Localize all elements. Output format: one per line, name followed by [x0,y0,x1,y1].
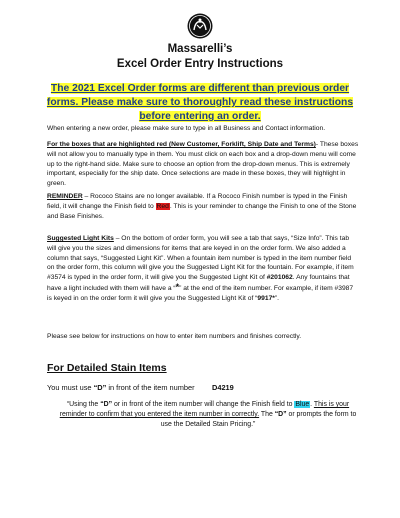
light-kits-text: – On the bottom of order form, you will see a tab that says, “Size Info”. This tab will give you the sizes and dimensions for items that are keyed in on the order form. We also added a column that says, “Suggested Light Kit”. When a fountain item number is typed in the item number field on the order form, this column will give you the Suggested Light Kit for the fountain. For example, if item #3574 is typed in the order form, it will give you the Suggested Light Kit of [47,235,354,282]
quote-text-end: or prompts the form to use the Detailed Stain Pricing.” [160,411,357,428]
see-below-paragraph: Please see below for instructions on how to enter item numbers and finishes correctly. [47,333,302,340]
stain-usage-line [47,383,359,393]
light-kits-paragraph [47,234,359,304]
quote-prefix-letter: “D” [100,401,113,408]
intro-paragraph: When entering a new order, please make sure to type in all Business and Contact information. [47,125,326,132]
quote-text-2: or in front of the item number will change the Finish field to [112,401,295,408]
red-boxes-body: - These boxes will not allow you to manually type in them. You must click on each box and a drop-down menu will come up to the right-hand side. Make sure to choose an option from the drop-down menus. This is extremely important, especially for the ship date. Once selections are made in these boxes, they will highlight in green. [47,141,359,188]
logo-wrap [0,13,400,39]
stain-usage-text-end: in front of the item number [106,383,195,392]
quote-sep: . [310,401,314,408]
red-boxes-lead: For the boxes that are highlighted red (New Customer, Forklift, Ship Date and Terms) [47,141,316,148]
light-kit-example-2: 9917* [257,294,275,302]
reminder-text-end: . This is your reminder to change the Finish to one of the Stone and Base Finishes. [47,202,357,220]
red-finish-highlight: Red [156,202,169,210]
light-kits-lead: Suggested Light Kits [47,235,114,242]
light-kits-text-2: . Any fountains that have a light included with them will have a “ [47,274,350,292]
stain-example-code: D4219 [212,383,234,392]
warning-banner [40,82,360,124]
blue-finish-highlight: Blue [295,401,310,408]
stain-usage-text: You must use [47,383,94,392]
light-kits-text-4: ”. [274,294,279,302]
light-kit-example-1: #201062 [266,274,293,282]
document-title: Excel Order Entry Instructions [116,58,284,70]
reminder-paragraph [47,192,359,221]
quote-underlined-reminder: This is your reminder to confirm that you entered the item number in correctly. [59,401,350,418]
quote-sep-2: The [259,411,275,418]
banner-text: The 2021 Excel Order forms are different than previous order forms. Please make sure to thoroughly read these instructions before entering an order. [46,83,354,122]
stain-section-heading: For Detailed Stain Items [47,362,167,374]
quote-text: “Using the [66,401,101,408]
red-boxes-paragraph [47,140,359,189]
reminder-lead: REMINDER [47,193,83,200]
stain-prefix-letter: “D” [93,383,107,392]
reminder-text: – Rococo Stains are no longer available. If a Rococo Finish number is typed in the Finish field, it will change the Finish field to [47,193,348,210]
company-name: Massarelli’s [167,43,233,55]
light-kits-text-3: ” at the end of the item number. For example, if item #3987 is keyed in on the order form it will give you the Suggested Light Kit of “ [47,284,354,302]
light-included-mark: * [175,281,180,292]
stain-explanation-quote [58,400,358,430]
massarellis-logo-icon [187,13,213,39]
quote-prefix-letter-2: “D” [274,411,287,418]
